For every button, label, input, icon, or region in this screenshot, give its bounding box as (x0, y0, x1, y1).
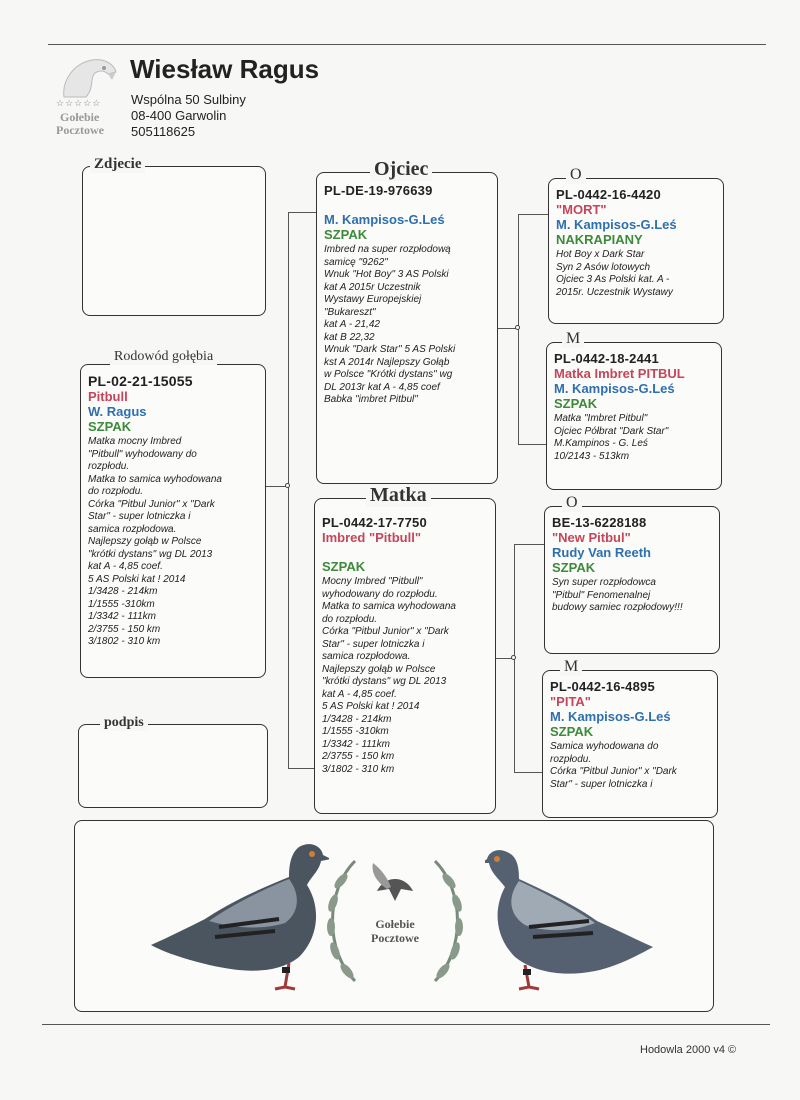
logo-text-1: Gołebie (60, 110, 100, 124)
mm-breeder: M. Kampisos-G.Leś (550, 709, 671, 724)
signature-label: podpis (100, 715, 148, 731)
ff-name: "MORT" (556, 202, 607, 217)
connector-dot (285, 483, 290, 488)
connector (288, 212, 289, 768)
father-color: SZPAK (324, 227, 368, 242)
father-breeder: M. Kampisos-G.Leś (324, 212, 445, 227)
top-rule (48, 44, 766, 45)
connector-dot (511, 655, 516, 660)
laurel-emblem-icon (315, 831, 475, 1001)
mother-label: Matka (366, 484, 431, 507)
mm-description: Samica wyhodowana do rozpłodu. Córka "Pitbul Junior" x "Dark Star" - super lotniczka i (550, 741, 677, 790)
connector-dot (515, 325, 520, 330)
mf-color: SZPAK (552, 560, 596, 575)
pigeon-panel (74, 820, 714, 1012)
bird-name: Pitbull (88, 389, 128, 404)
bird-color: SZPAK (88, 419, 132, 434)
mf-description: Syn super rozpłodowca "Pitbul" Fenomenalnej budowy samiec rozpłodowy!!! (552, 577, 683, 613)
bottom-rule (42, 1024, 770, 1025)
connector (518, 214, 548, 215)
photo-label: Zdjecie (90, 156, 145, 173)
connector (518, 444, 546, 445)
logo-text-2: Pocztowe (56, 123, 104, 137)
mm-ring: PL-0442-16-4895 (550, 679, 655, 694)
father-box (316, 172, 498, 484)
father-ring: PL-DE-19-976639 (324, 183, 433, 198)
ff-description: Hot Boy x Dark Star Syn 2 Asów lotowych Ojciec 3 As Polski kat. A - 2015r. Uczestnik Wystawy (556, 249, 673, 298)
father-label: Ojciec (370, 158, 432, 181)
fm-name: Matka Imbret PITBUL (554, 366, 685, 381)
mf-box (544, 506, 720, 654)
mm-box (542, 670, 718, 818)
fm-description: Matka "Imbret Pitbul" Ojciec Półbrat "Dark Star" M.Kampinos - G. Leś 10/2143 - 513km (554, 413, 669, 462)
photo-box (82, 166, 266, 316)
owner-address-1: Wspólna 50 Sulbiny (131, 92, 246, 107)
emblem-text-1: Gołebie (375, 917, 415, 931)
fm-label: M (562, 330, 584, 348)
mf-label: O (562, 494, 582, 512)
bird-breeder: W. Ragus (88, 404, 147, 419)
logo (52, 52, 122, 138)
eagle-icon (54, 52, 120, 102)
owner-phone: 505118625 (131, 124, 196, 139)
ff-box (548, 178, 724, 324)
connector (514, 772, 542, 773)
connector (514, 544, 544, 545)
emblem-text-2: Pocztowe (371, 931, 419, 945)
signature-box (78, 724, 268, 808)
owner-name: Wiesław Ragus (130, 54, 320, 84)
bird-ring: PL-02-21-15055 (88, 373, 193, 389)
owner-address-2: 08-400 Garwolin (131, 108, 227, 123)
fm-box (546, 342, 722, 490)
mother-ring: PL-0442-17-7750 (322, 515, 427, 530)
ff-label: O (566, 166, 586, 184)
pigeon-left-icon (149, 827, 329, 997)
mother-box (314, 498, 496, 814)
mf-name: "New Pitbul" (552, 530, 631, 545)
bird-box (80, 364, 266, 678)
connector (288, 768, 314, 769)
ff-color: NAKRAPIANY (556, 232, 643, 247)
mm-color: SZPAK (550, 724, 594, 739)
mf-ring: BE-13-6228188 (552, 515, 647, 530)
mother-color: SZPAK (322, 559, 366, 574)
pedigree-label: Rodowód gołębia (110, 349, 217, 365)
mm-label: M (560, 658, 582, 676)
mm-name: "PITA" (550, 694, 591, 709)
mf-breeder: Rudy Van Reeth (552, 545, 651, 560)
bird-description: Matka mocny Imbred "Pitbull" wyhodowany do rozpłodu. Matka to samica wyhodowana do rozpłodu. Córka "Pitbul Junior" x "Dark Star" - super lotniczka i samica rozpłodowa. Najlepszy gołąb w Polsce "krótki dystans" wg DL 2013 kat A - 4,85 coef. 5 AS Polski kat ! 2014 1/3428 - 214km 1/1555 -310km 1/3342 - 111km 2/3755 - 150 km 3/1802 - 310 km (88, 436, 222, 647)
pigeon-right-icon (485, 827, 655, 997)
logo-stars: ☆☆☆☆☆ (56, 98, 102, 108)
father-description: Imbred na super rozpłodową samicę "9262" Wnuk "Hot Boy" 3 AS Polski kat A 2015r Uczestnik Wystawy Europejskiej "Bukareszt" kat A - 21,42 kat B 22,32 Wnuk "Dark Star" 5 AS Polski kst A 2014r Najlepszy Gołąb w Polsce "Krótki dystans" wg DL 2013r kat A - 4,85 coef Babka "imbret Pitbul" (324, 244, 456, 405)
ff-breeder: M. Kampisos-G.Leś (556, 217, 677, 232)
ff-ring: PL-0442-16-4420 (556, 187, 661, 202)
version-label: Hodowla 2000 v4 © (640, 1044, 737, 1056)
fm-breeder: M. Kampisos-G.Leś (554, 381, 675, 396)
fm-color: SZPAK (554, 396, 598, 411)
connector (288, 212, 316, 213)
mother-description: Mocny Imbred "Pitbull" wyhodowany do rozpłodu. Matka to samica wyhodowana do rozpłodu. Córka "Pitbul Junior" x "Dark Star" - super lotniczka i samica rozpłodowa. Najlepszy gołąb w Polsce "krótki dystans" wg DL 2013 kat A - 4,85 coef. 5 AS Polski kat ! 2014 1/3428 - 214km 1/1555 -310km 1/3342 - 111km 2/3755 - 150 km 3/1802 - 310 km (322, 576, 456, 775)
fm-ring: PL-0442-18-2441 (554, 351, 659, 366)
mother-name: Imbred "Pitbull" (322, 530, 421, 545)
